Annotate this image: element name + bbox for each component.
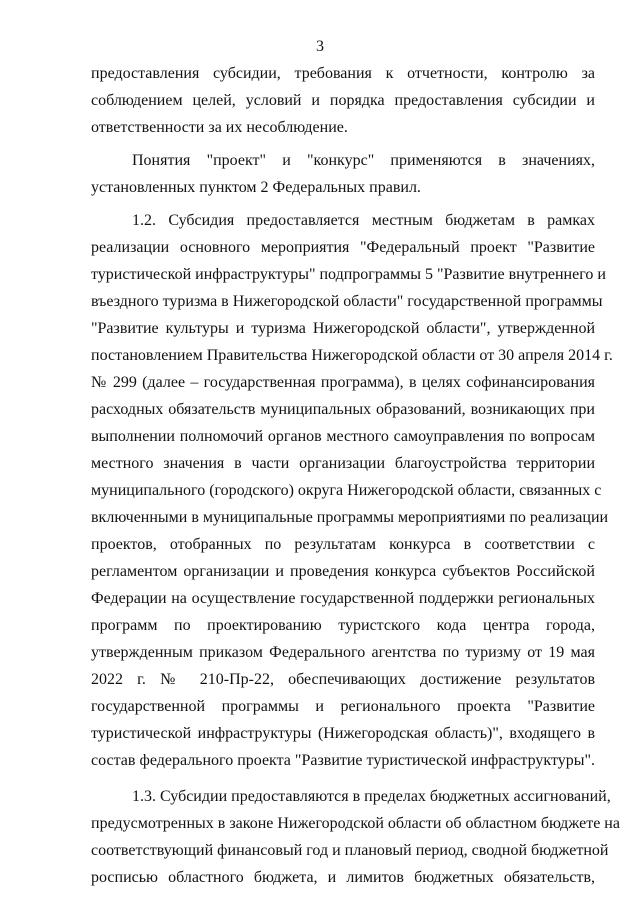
text-line: соблюдением целей, условий и порядка предоставления субсидии и bbox=[91, 92, 595, 109]
paragraph-definitions bbox=[91, 147, 595, 201]
paragraph-1-2 bbox=[91, 207, 613, 774]
text-line: расходных обязательств муниципальных образований, возникающих при bbox=[91, 401, 595, 418]
paragraph-reporting bbox=[91, 60, 595, 141]
text-line: государственной программы и регионального проекта "Развитие bbox=[91, 698, 595, 715]
text-line: туристической инфраструктуры (Нижегородская область)", входящего в bbox=[91, 725, 595, 742]
text-line: росписью областного бюджета, и лимитов бюджетных обязательств, bbox=[91, 869, 595, 886]
text-line: "Развитие культуры и туризма Нижегородской области", утвержденной bbox=[91, 320, 595, 337]
text-line: Понятия "проект" и "конкурс" применяются в значениях, bbox=[132, 152, 595, 169]
text-line: предусмотренных в законе Нижегородской области об областном бюджете на bbox=[91, 815, 620, 832]
text-line: включенными в муниципальные программы мероприятиями по реализации bbox=[91, 509, 609, 526]
text-line: реализации основного мероприятия "Федеральный проект "Развитие bbox=[91, 239, 595, 256]
text-line: установленных пунктом 2 Федеральных правил. bbox=[91, 179, 421, 196]
text-line: въездного туризма в Нижегородской области" государственной программы bbox=[91, 293, 603, 310]
text-line: 2022 г. № 210-Пр-22, обеспечивающих достижение результатов bbox=[91, 671, 595, 688]
text-line: муниципального (городского) округа Нижегородской области, связанных с bbox=[91, 482, 602, 499]
text-line: проектов, отобранных по результатам конкурса в соответствии с bbox=[91, 536, 595, 553]
text-line: постановлением Правительства Нижегородской области от 30 апреля 2014 г. bbox=[91, 347, 613, 364]
text-line: выполнении полномочий органов местного самоуправления по вопросам bbox=[91, 428, 595, 445]
text-line: программ по проектированию туристского кода центра города, bbox=[91, 617, 595, 634]
text-line: туристической инфраструктуры" подпрограммы 5 "Развитие внутреннего и bbox=[91, 266, 606, 283]
text-line: Федерации на осуществление государственной поддержки региональных bbox=[91, 590, 595, 607]
paragraph-spacer bbox=[91, 774, 595, 783]
document-body bbox=[91, 60, 620, 891]
paragraph-1-3 bbox=[91, 783, 620, 891]
text-line: регламентом организации и проведения конкурса субъектов Российской bbox=[91, 563, 595, 580]
text-line: соответствующий финансовый год и плановый период, сводной бюджетной bbox=[91, 842, 609, 859]
text-line: 1.2. Субсидия предоставляется местным бюджетам в рамках bbox=[132, 212, 595, 229]
text-line: утвержденным приказом Федерального агентства по туризму от 19 мая bbox=[91, 644, 595, 661]
text-line: № 299 (далее – государственная программа), в целях софинансирования bbox=[91, 374, 595, 391]
text-line: местного значения в части организации благоустройства территории bbox=[91, 455, 595, 472]
text-line: предоставления субсидии, требования к отчетности, контролю за bbox=[91, 65, 595, 82]
text-line: 1.3. Субсидии предоставляются в пределах бюджетных ассигнований, bbox=[132, 788, 611, 805]
page-number: 3 bbox=[316, 38, 324, 55]
text-line: состав федерального проекта "Развитие туристической инфраструктуры". bbox=[91, 752, 595, 769]
text-line: ответственности за их несоблюдение. bbox=[91, 119, 348, 136]
